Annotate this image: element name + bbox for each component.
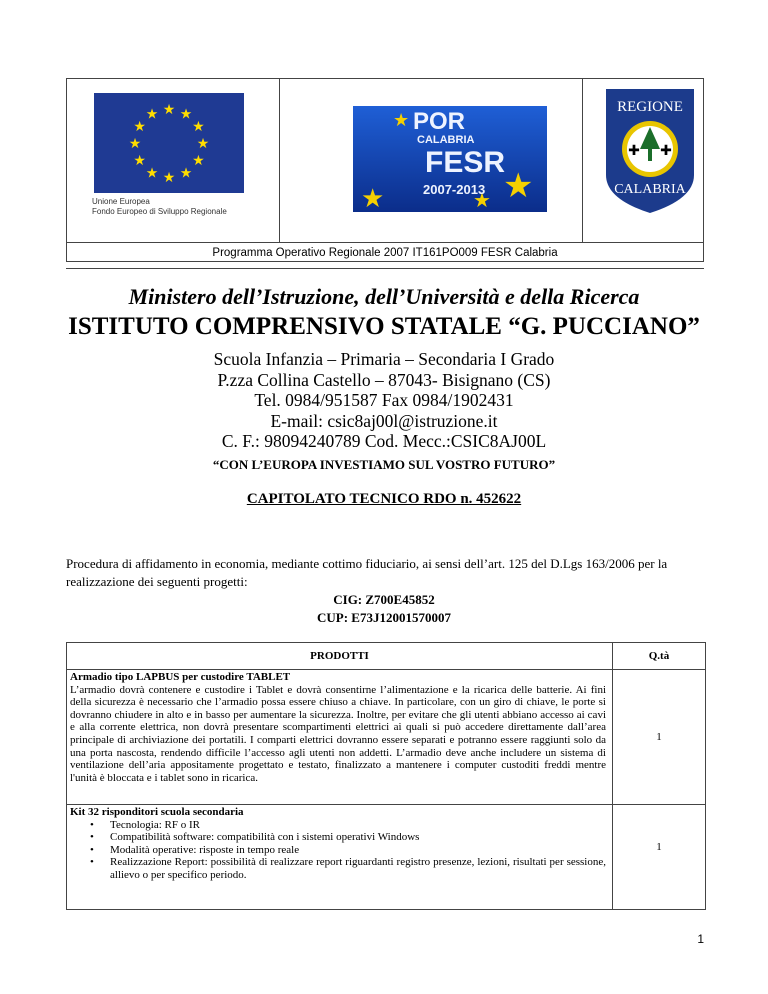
eu-text-line: Fondo Europeo di Sviluppo Regionale bbox=[92, 207, 227, 216]
eu-logo-text bbox=[92, 197, 227, 217]
cup-code: CUP: E73J12001570007 bbox=[317, 610, 451, 625]
info-line-phone: Tel. 0984/951587 Fax 0984/1902431 bbox=[254, 390, 514, 410]
logo-banner bbox=[66, 78, 704, 262]
ministry-title: Ministero dell’Istruzione, dell’Università e della Ricerca bbox=[128, 284, 640, 309]
star-icon: ★ bbox=[503, 168, 534, 205]
info-line-email: E-mail: csic8aj00l@istruzione.it bbox=[270, 410, 498, 431]
document-title: CAPITOLATO TECNICO RDO n. 452622 bbox=[246, 491, 522, 507]
por-logo-cell bbox=[280, 79, 583, 242]
star-icon: ★ bbox=[128, 137, 142, 152]
region-word: CALABRIA bbox=[614, 182, 686, 197]
list-item: • Tecnologia: RF o IR bbox=[110, 819, 606, 832]
regione-logo-cell bbox=[583, 79, 705, 242]
procedure-paragraph: Procedura di affidamento in economia, mediante cottimo fiduciario, ai sensi dell’art. 125 del D.Lgs 163/2006 per la realizzazione dei seguenti progetti: bbox=[66, 556, 668, 589]
header-products: PRODOTTI bbox=[310, 650, 369, 662]
star-icon: ★ bbox=[133, 120, 146, 135]
info-line-schools: Scuola Infanzia – Primaria – Secondaria I Grado bbox=[213, 349, 555, 369]
project-codes bbox=[0, 591, 768, 627]
star-icon: ★ bbox=[133, 154, 146, 169]
list-item: • Compatibilità software: compatibilità con i sistemi operativi Windows bbox=[110, 831, 606, 844]
por-fesr-logo bbox=[353, 106, 547, 212]
star-icon: ★ bbox=[162, 171, 176, 186]
column-divider bbox=[612, 643, 613, 909]
por-word: FESR bbox=[425, 146, 506, 179]
table-row bbox=[70, 806, 606, 882]
star-icon: ★ bbox=[393, 110, 410, 130]
star-icon: ★ bbox=[473, 190, 491, 212]
list-item: • Realizzazione Report: possibilità di realizzare report riguardanti registro presenze, lezioni, risultati per sessione, allievo o per specifico periodo. bbox=[110, 856, 606, 881]
svg-text:✚: ✚ bbox=[660, 144, 672, 159]
product-quantity: 1 bbox=[656, 731, 662, 743]
star-icon: ★ bbox=[145, 107, 159, 123]
regione-calabria-logo bbox=[602, 87, 698, 215]
star-icon: ★ bbox=[196, 137, 210, 152]
row-divider bbox=[67, 804, 705, 805]
info-line-address: P.zza Collina Castello – 87043- Bisignano (CS) bbox=[217, 369, 551, 390]
star-icon: ★ bbox=[192, 154, 205, 169]
product-title: Armadio tipo LAPBUS per custodire TABLET bbox=[70, 671, 291, 683]
svg-text:✚: ✚ bbox=[628, 144, 640, 159]
product-title: Kit 32 risponditori scuola secondaria bbox=[70, 806, 244, 818]
programme-caption: Programma Operativo Regionale 2007 IT161PO009 FESR Calabria bbox=[67, 242, 703, 263]
star-icon: ★ bbox=[361, 184, 385, 212]
school-info bbox=[0, 349, 768, 452]
info-line-codes: C. F.: 98094240789 Cod. Mecc.:CSIC8AJ00L bbox=[221, 431, 547, 451]
page-number: 1 bbox=[697, 932, 704, 946]
cig-code: CIG: Z700E45852 bbox=[333, 592, 435, 607]
eu-flag-logo bbox=[94, 93, 244, 193]
star-icon: ★ bbox=[179, 107, 193, 123]
star-icon: ★ bbox=[192, 120, 205, 135]
header-divider bbox=[66, 268, 704, 269]
star-icon: ★ bbox=[179, 166, 193, 182]
eu-logo-cell bbox=[67, 79, 280, 242]
product-quantity: 1 bbox=[656, 841, 662, 853]
por-word: POR bbox=[413, 108, 466, 135]
slogan: “CON L’EUROPA INVESTIAMO SUL VOSTRO FUTURO” bbox=[212, 457, 556, 472]
por-word: CALABRIA bbox=[417, 134, 475, 146]
star-icon: ★ bbox=[162, 103, 176, 118]
list-item: • Modalità operative: risposte in tempo reale bbox=[110, 844, 606, 857]
por-word: 2007-2013 bbox=[423, 182, 486, 197]
eu-text-line: Unione Europea bbox=[92, 197, 150, 206]
product-spec-list bbox=[70, 819, 606, 882]
product-description: L’armadio dovrà contenere e custodire i Tablet e dovrà consentirne l’alimentazione e la ricarica delle batterie. Ai fini della sicurezza è necessario che l’armadio possa essere chiuso a chiave. In particolare, con un giro di chiave, le porte si dovranno chiudere in alto e in basso per aumentare la sicurezza. Inoltre, per evitare che gli utenti abbiano accesso ai cavi e alla corrente elettrica, non dovrà presentare scompartimenti elettrici ai quali si può accedere direttamente dall’area principale di archiviazione dei portatili. I comparti elettrici dovranno essere separati e potranno essere raggiunti solo da una porta nascosta, rendendo difficile l’accesso agli utenti non addetti. L’armadio deve anche includere un sistema di ventilazione dell’aria appositamente progettato e testato, finalizzato a mantenere i computer custoditi freddi mentre l'unità è bloccata e i tablet sono in ricarica. bbox=[70, 683, 606, 784]
row-divider bbox=[67, 669, 705, 670]
institute-title: ISTITUTO COMPRENSIVO STATALE “G. PUCCIANO” bbox=[68, 313, 700, 340]
products-table bbox=[66, 642, 706, 910]
header-quantity: Q.tà bbox=[648, 650, 670, 662]
table-row bbox=[70, 671, 606, 784]
star-icon: ★ bbox=[145, 166, 159, 182]
region-word: REGIONE bbox=[617, 99, 683, 115]
